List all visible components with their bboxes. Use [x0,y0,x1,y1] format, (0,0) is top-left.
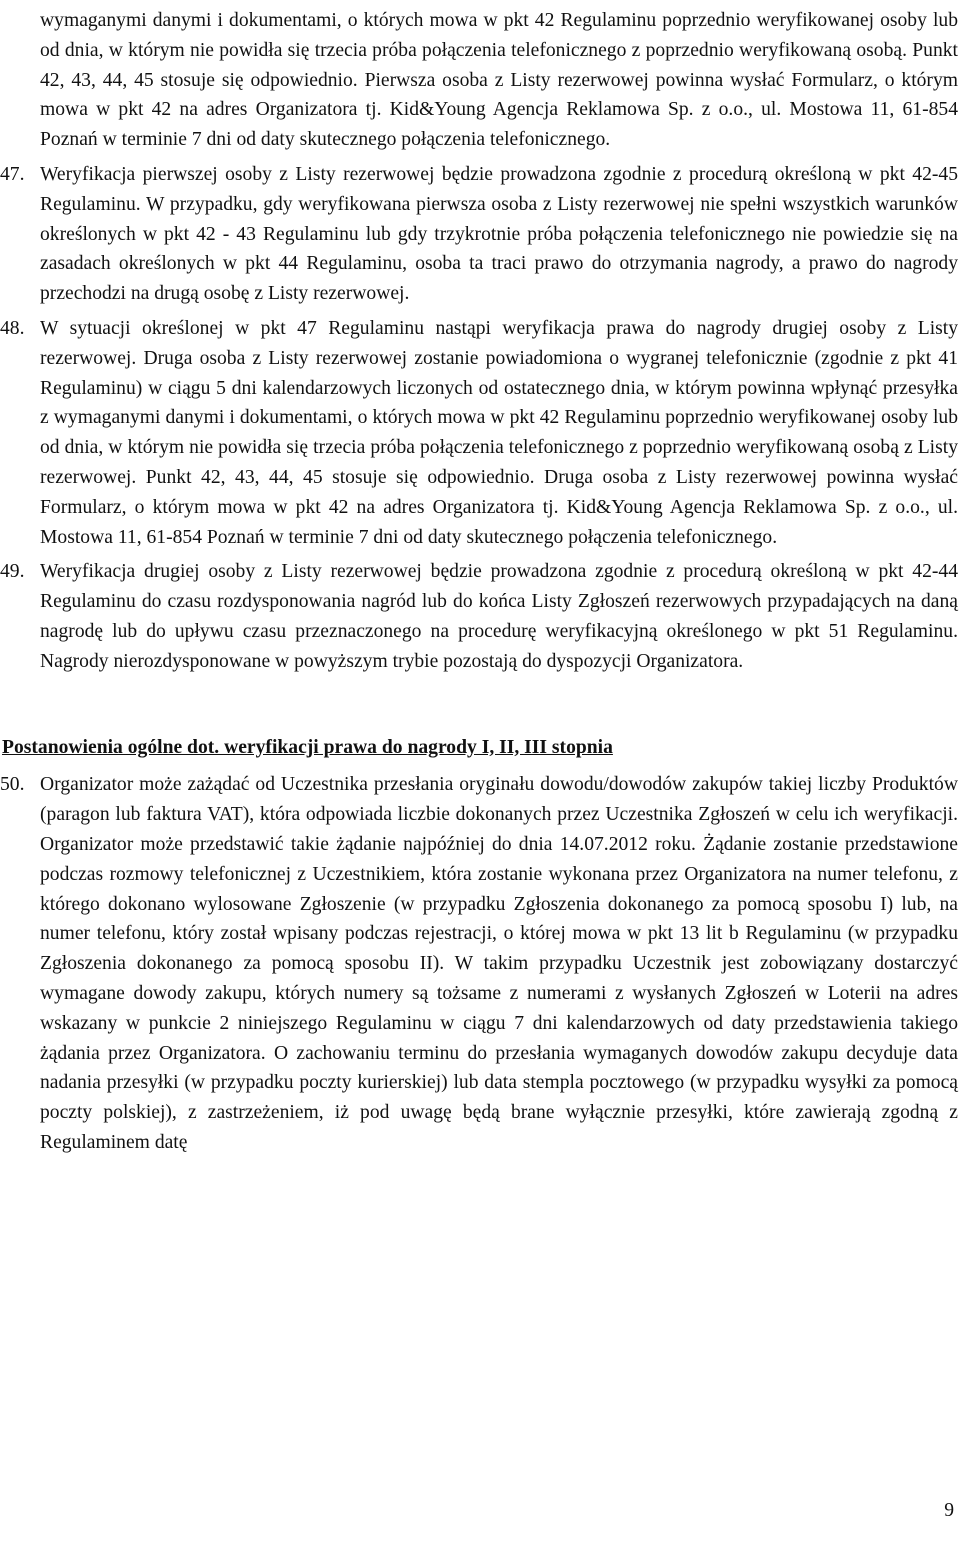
paragraph-number: 49. [0,561,25,583]
paragraph-continuation: wymaganymi danymi i dokumentami, o których mowa w pkt 42 Regulaminu poprzednio weryfikowanej osoby lub od dnia, w którym nie powidła się trzecia próba połączenia telefonicznego z poprzednio weryfikowaną osobą. Punkt 42, 43, 44, 45 stosuje się odpowiednio. Pierwsza osoba z Listy rezerwowej powinna wysłać Formularz, o którym mowa w pkt 42 na adres Organizatora tj. Kid&Young Agencja Reklamowa Sp. z o.o., ul. Mostowa 11, 61-854 Poznań w terminie 7 dni od daty skutecznego połączenia telefonicznego. [40,10,958,151]
paragraph-47 [0,160,958,309]
section-heading: Postanowienia ogólne dot. weryfikacji prawa do nagrody I, II, III stopnia [2,736,613,758]
paragraph-48 [0,314,958,552]
paragraph-number: 50. [0,774,25,796]
paragraph-number: 48. [0,317,25,339]
paragraph-text: Weryfikacja pierwszej osoby z Listy rezerwowej będzie prowadzona zgodnie z procedurą określoną w pkt 42-45 Regulaminu. W przypadku, gdy weryfikowana pierwsza osoba z Listy rezerwowej nie spełni wszystkich warunków określonych w pkt 42 - 43 Regulaminu lub gdy trzykrotnie próba połączenia telefonicznego nie powiedzie się na zasadach określonych w pkt 44 Regulaminu, osoba ta traci prawo do otrzymania nagrody, a prawo do nagrody przechodzi na drugą osobę z Listy rezerwowej. [40,163,958,305]
paragraph-number: 47. [0,163,25,185]
page-number: 9 [944,1500,954,1521]
paragraph-text: Organizator może zażądać od Uczestnika przesłania oryginału dowodu/dowodów zakupów takiej liczby Produktów (paragon lub faktura VAT), która odpowiada liczbie dokonanych przez Uczestnika Zgłoszeń w celu ich weryfikacji. Organizator może przedstawić takie żądanie najpóźniej do dnia 14.07.2012 roku. Żądanie zostanie przedstawione podczas rozmowy telefonicznej z Uczestnikiem, która zostanie wykonana przez Organizatora na numer telefonu, z którego dokonano wylosowane Zgłoszenie (w przypadku Zgłoszenia dokonanego za pomocą sposobu I) lub, na numer telefonu, który został wpisany podczas rejestracji, o której mowa w pkt 13 lit b Regulaminu (w przypadku Zgłoszenia dokonanego za pomocą sposobu II). W takim przypadku Uczestnik jest zobowiązany dostarczyć wymagane dowody zakupu, których numery są tożsame z numerami z wysłanych Zgłoszeń w Loterii na adres wskazany w punkcie 2 niniejszego Regulaminu w ciągu 7 dni kalendarzowych od daty przedstawienia takiego żądania przez Organizatora. O zachowaniu terminu do przesłania wymaganych dowodów zakupu decyduje data nadania przesyłki (w przypadku poczty kurierskiej) lub data stempla pocztowego (w przypadku wysyłki za pomocą poczty polskiej), z zastrzeżeniem, iż pod uwagę będą brane wyłącznie przesyłki, które zawierają zgodną z Regulaminem datę [40,774,958,1153]
paragraph-text: W sytuacji określonej w pkt 47 Regulaminu nastąpi weryfikacja prawa do nagrody drugiej osoby z Listy rezerwowej. Druga osoba z Listy rezerwowej zostanie powiadomiona o wygranej telefonicznie (zgodnie z pkt 41 Regulaminu) w ciągu 5 dni kalendarzowych liczonych od ostatecznego dnia, w którym powinna wpłynąć przesyłka z wymaganymi danymi i dokumentami, o których mowa w pkt 42 Regulaminu poprzednio weryfikowanej osoby lub od dnia, w którym nie powidła się trzecia próba połączenia telefonicznego z poprzednio weryfikowaną osobą z Listy rezerwowej. Punkt 42, 43, 44, 45 stosuje się odpowiednio. Druga osoba z Listy rezerwowej powinna wysłać Formularz, o którym mowa w pkt 42 na adres Organizatora tj. Kid&Young Agencja Reklamowa Sp. z o.o., ul. Mostowa 11, 61-854 Poznań w terminie 7 dni od daty skutecznego połączenia telefonicznego. [40,317,958,548]
paragraph-49 [0,557,958,676]
paragraph-50 [0,770,958,1157]
paragraph-text: Weryfikacja drugiej osoby z Listy rezerwowej będzie prowadzona zgodnie z procedurą określoną w pkt 42-44 Regulaminu do czasu rozdysponowania nagród lub do końca Listy Zgłoszeń rezerwowych przypadających na daną nagrodę lub do upływu czasu przeznaczonego na procedurę weryfikacyjną określonego w pkt 51 Regulaminu. Nagrody nierozdysponowane w powyższym trybie pozostają do dyspozycji Organizatora. [40,561,958,672]
